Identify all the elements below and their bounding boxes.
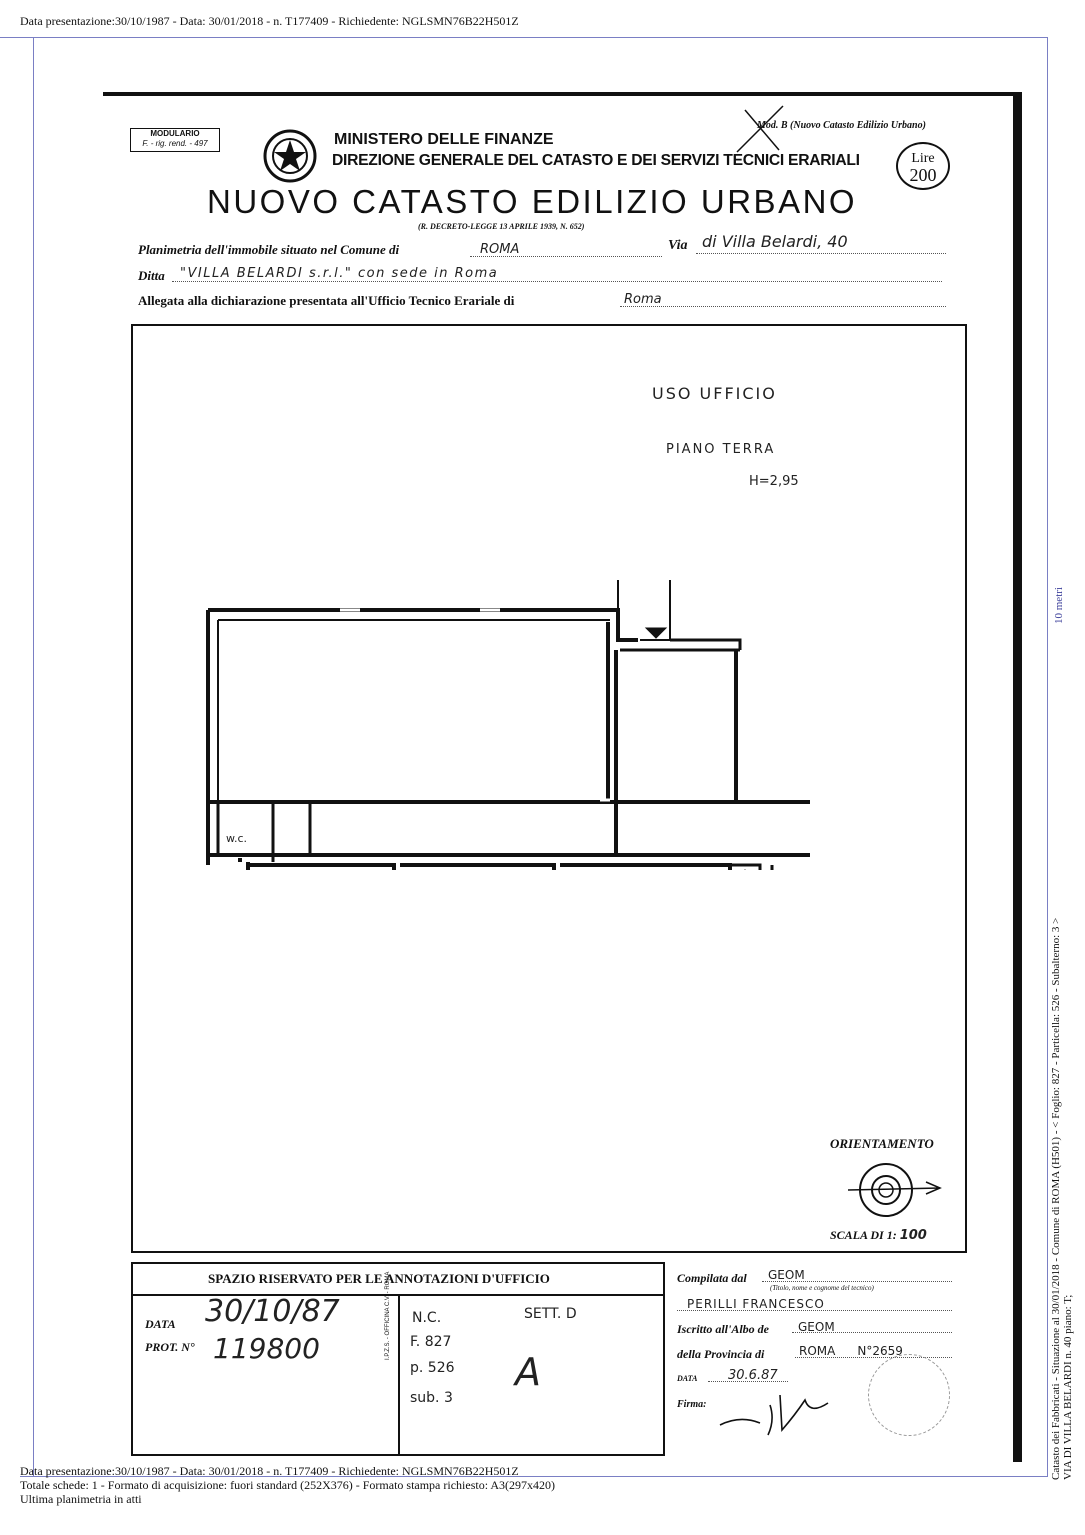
office-sub: sub. 3	[410, 1390, 453, 1406]
modulario-code: F. - rig. rend. - 497	[142, 139, 208, 148]
via-field	[696, 232, 946, 254]
seal-stamp	[868, 1354, 950, 1436]
allegata-label: Allegata alla dichiarazione presentata all'Ufficio Tecnico Erariale di	[138, 293, 515, 308]
scale-label	[830, 1228, 927, 1243]
provincia-value: ROMA	[799, 1344, 836, 1358]
meters-side-label: 10 metri	[1053, 587, 1065, 624]
scale-value: 100	[899, 1228, 927, 1243]
footer-line-2: Totale schede: 1 - Formato di acquisizione: fuori standard (252X376) - Formato stampa richiesto: A3(297x420)	[20, 1478, 556, 1492]
piano-label: PIANO TERRA	[666, 442, 776, 457]
numero-value: N°2659	[857, 1344, 903, 1358]
compilata-value: GEOM	[768, 1268, 805, 1282]
doc-right-bar	[1013, 92, 1022, 1462]
provincia-label: della Provincia di	[677, 1347, 765, 1361]
main-title: NUOVO CATASTO EDILIZIO URBANO	[207, 183, 858, 220]
provincia-field	[795, 1342, 952, 1358]
price-value: 200	[909, 165, 937, 185]
price-stamp	[896, 142, 950, 190]
compiler-data-value: 30.6.87	[728, 1368, 778, 1383]
footer-line-1: Data presentazione:30/10/1987 - Data: 30/01/2018 - n. T177409 - Richiedente: NGLSMN76B22H501Z	[20, 1464, 519, 1478]
direzione-title: DIREZIONE GENERALE DEL CATASTO E DEI SERVIZI TECNICI ERARIALI	[332, 152, 860, 169]
price-label: Lire	[911, 151, 935, 166]
scale-prefix: SCALA DI 1:	[830, 1228, 897, 1242]
plan-label: Planimetria dell'immobile situato nel Comune di	[138, 242, 400, 257]
title-note: (Titolo, nome e cognome del tecnico)	[770, 1284, 874, 1292]
doc-top-rule	[103, 92, 1013, 96]
name-field	[677, 1295, 952, 1311]
strike-mark-icon	[735, 104, 785, 154]
frame-left-line	[33, 37, 34, 1477]
footer-line-3: Ultima planimetria in atti	[20, 1492, 142, 1506]
catasto-side-line2: VIA DI VILLA BELARDI n. 40 piano: T;	[1062, 1294, 1074, 1480]
orientation-label: ORIENTAMENTO	[830, 1136, 934, 1151]
allegata-value: Roma	[624, 292, 662, 307]
name-value: PERILLI FRANCESCO	[687, 1297, 825, 1311]
office-sett: SETT. D	[524, 1306, 577, 1322]
compass-icon	[840, 1160, 950, 1220]
compiler-data-field	[708, 1366, 788, 1382]
top-header: Data presentazione:30/10/1987 - Data: 30/01/2018 - n. T177409 - Richiedente: NGLSMN76B22H501Z	[20, 14, 519, 28]
modulario-label: MODULARIO	[150, 129, 200, 138]
ministry-title: MINISTERO DELLE FINANZE	[334, 131, 554, 148]
office-prot-value: 119800	[213, 1332, 320, 1365]
firma-label: Firma:	[677, 1399, 707, 1410]
iscritto-label: Iscritto all'Albo de	[677, 1322, 770, 1336]
height-label: H=2,95	[749, 474, 799, 489]
office-particella: p. 526	[410, 1360, 455, 1376]
office-data-value: 30/10/87	[205, 1294, 340, 1329]
office-printer-note: I.P.Z.S. - OFFICINA C.V. - ROMA	[385, 1271, 391, 1360]
via-value: di Villa Belardi, 40	[702, 232, 848, 251]
iscritto-value: GEOM	[798, 1320, 835, 1334]
comune-field	[470, 240, 662, 257]
allegata-field	[620, 290, 946, 307]
frame-right-line	[1047, 37, 1048, 1477]
ditta-value: "VILLA BELARDI s.r.l." con sede in Roma	[180, 266, 499, 281]
catasto-side-line1: Catasto dei Fabbricati - Situazione al 30/01/2018 - Comune di ROMA (H501) - < Foglio: 827 - Particella: 526 - Subalterno: 3 >	[1050, 917, 1062, 1480]
office-heading: SPAZIO RISERVATO PER LE ANNOTAZIONI D'UFFICIO	[208, 1271, 550, 1286]
office-foglio: F. 827	[410, 1334, 452, 1350]
comune-value: ROMA	[480, 242, 520, 257]
ditta-label: Ditta	[138, 268, 165, 283]
office-data-label: DATA	[145, 1317, 176, 1331]
republic-emblem-icon	[262, 128, 318, 184]
ditta-field	[172, 264, 942, 282]
office-divider-v	[398, 1294, 400, 1456]
iscritto-field	[792, 1318, 952, 1333]
office-prot-label: PROT. N°	[145, 1340, 195, 1354]
frame-top-line	[0, 37, 1048, 38]
modulario-box	[130, 128, 220, 152]
decree-note: (R. DECRETO-LEGGE 13 APRILE 1939, N. 652)	[418, 222, 585, 231]
compilata-field	[762, 1266, 952, 1282]
office-letter: A	[515, 1350, 541, 1394]
wc-label: w.c.	[226, 832, 248, 845]
signature-icon	[710, 1385, 840, 1440]
via-label: Via	[668, 238, 688, 253]
floor-plan-drawing	[200, 510, 820, 870]
compilata-label: Compilata dal	[677, 1271, 747, 1285]
office-nc: N.C.	[412, 1310, 442, 1326]
mod-b-label: Mod. B (Nuovo Catasto Edilizio Urbano)	[757, 120, 926, 131]
compiler-data-label: DATA	[677, 1374, 698, 1383]
uso-label: USO UFFICIO	[652, 384, 777, 403]
